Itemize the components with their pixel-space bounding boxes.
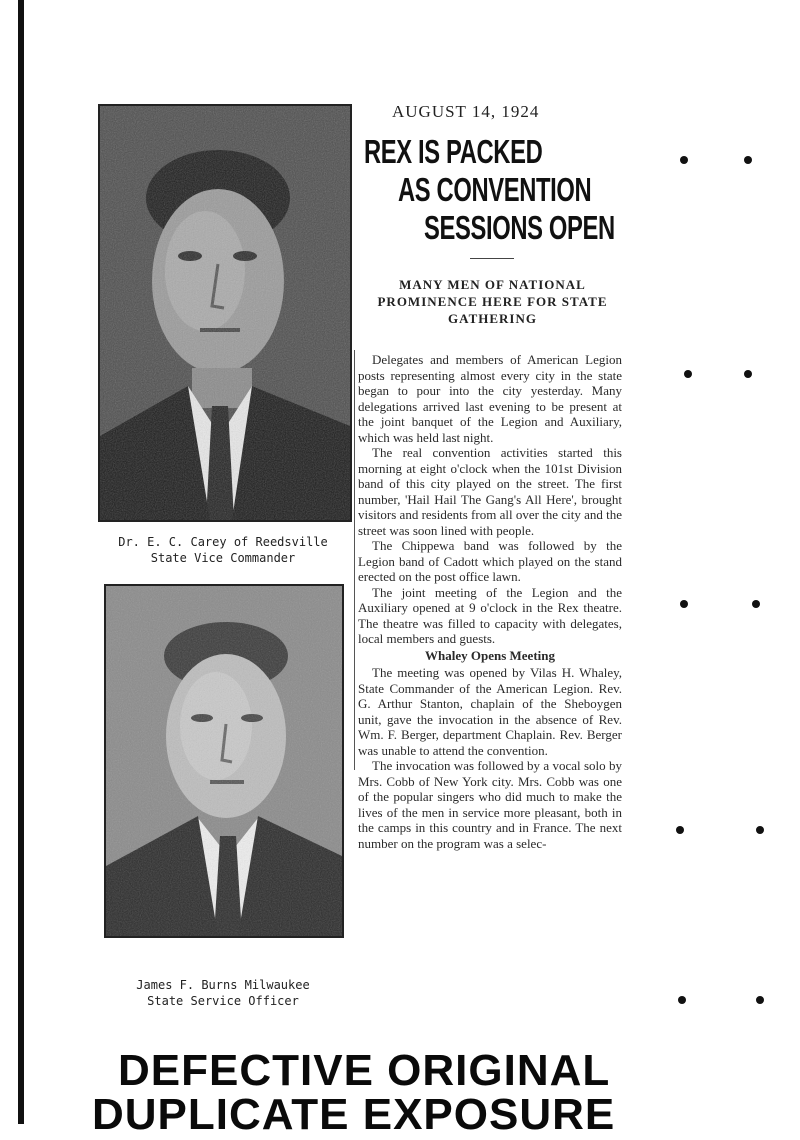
article-subhead: MANY MEN OF NATIONAL PROMINENCE HERE FOR STATE GATHERING bbox=[377, 277, 608, 326]
headline-line-2: AS CONVENTION bbox=[398, 171, 592, 208]
binder-hole bbox=[680, 600, 688, 608]
caption-burns-line1: James F. Burns Milwaukee bbox=[136, 978, 310, 992]
binder-hole bbox=[756, 826, 764, 834]
article-paragraph: The Chippewa band was followed by the Legion band of Cadott which played on the stand erected on the post office lawn. bbox=[358, 538, 622, 584]
caption-carey bbox=[96, 534, 350, 566]
binder-hole bbox=[680, 156, 688, 164]
binder-hole bbox=[752, 600, 760, 608]
page-left-edge bbox=[18, 0, 24, 1124]
article-paragraph: The invocation was followed by a vocal solo by Mrs. Cobb of New York city. Mrs. Cobb was one of the popular singers who did much to make the lives of the men in service more pleasant, both in the camps in this country and in France. The next number on the program was a selec- bbox=[358, 758, 622, 851]
caption-carey-line2: State Vice Commander bbox=[150, 551, 296, 565]
binder-hole bbox=[744, 156, 752, 164]
binder-hole bbox=[756, 996, 764, 1004]
headline-line-1: REX IS PACKED bbox=[364, 133, 543, 170]
caption-burns-line2: State Service Officer bbox=[147, 994, 299, 1008]
binder-hole bbox=[678, 996, 686, 1004]
article-date: AUGUST 14, 1924 bbox=[392, 102, 540, 121]
article-paragraph: The meeting was opened by Vilas H. Whaley, State Commander of the American Legion. Rev. G. Arthur Stanton, chaplain of the Sheboygen unit, gave the invocation in the absence of Rev. Wm. F. Berger, department Chaplain. Rev. Berger was unable to attend the convention. bbox=[358, 665, 622, 758]
caption-burns bbox=[96, 977, 350, 1009]
portrait-carey-image bbox=[100, 106, 350, 520]
article-crosshead: Whaley Opens Meeting bbox=[425, 647, 555, 663]
headline-line-3: SESSIONS OPEN bbox=[424, 209, 615, 246]
article-paragraph: The joint meeting of the Legion and the Auxiliary opened at 9 o'clock in the Rex theatre. The theatre was filled to capacity with delegates, local members and guests. bbox=[358, 584, 622, 646]
binder-hole bbox=[744, 370, 752, 378]
portrait-burns-image bbox=[106, 586, 342, 936]
caption-carey-line1: Dr. E. C. Carey of Reedsville bbox=[118, 535, 328, 549]
article-paragraph: The real convention activities started this morning at eight o'clock when the 101st Division band of this city played on the street. The first number, 'Hail Hail The Gang's All Here', brought visitors and residents from all over the city and the street was soon lined with people. bbox=[358, 445, 622, 538]
defective-original-stamp: DEFECTIVE ORIGINAL bbox=[118, 1046, 611, 1095]
duplicate-exposure-stamp: DUPLICATE EXPOSURE bbox=[92, 1090, 616, 1139]
headline-divider bbox=[470, 258, 514, 259]
portrait-photo-burns bbox=[104, 584, 344, 938]
article-paragraph: Delegates and members of American Legion posts representing almost every city in the state began to pour into the city yesterday. Many delegations arrived last evening to be present at the joint banquet of the Legion and Auxiliary, which was held last night. bbox=[358, 352, 622, 445]
column-rule bbox=[354, 350, 355, 770]
article-body bbox=[358, 352, 622, 851]
portrait-photo-carey bbox=[98, 104, 352, 522]
binder-hole bbox=[684, 370, 692, 378]
binder-hole bbox=[676, 826, 684, 834]
